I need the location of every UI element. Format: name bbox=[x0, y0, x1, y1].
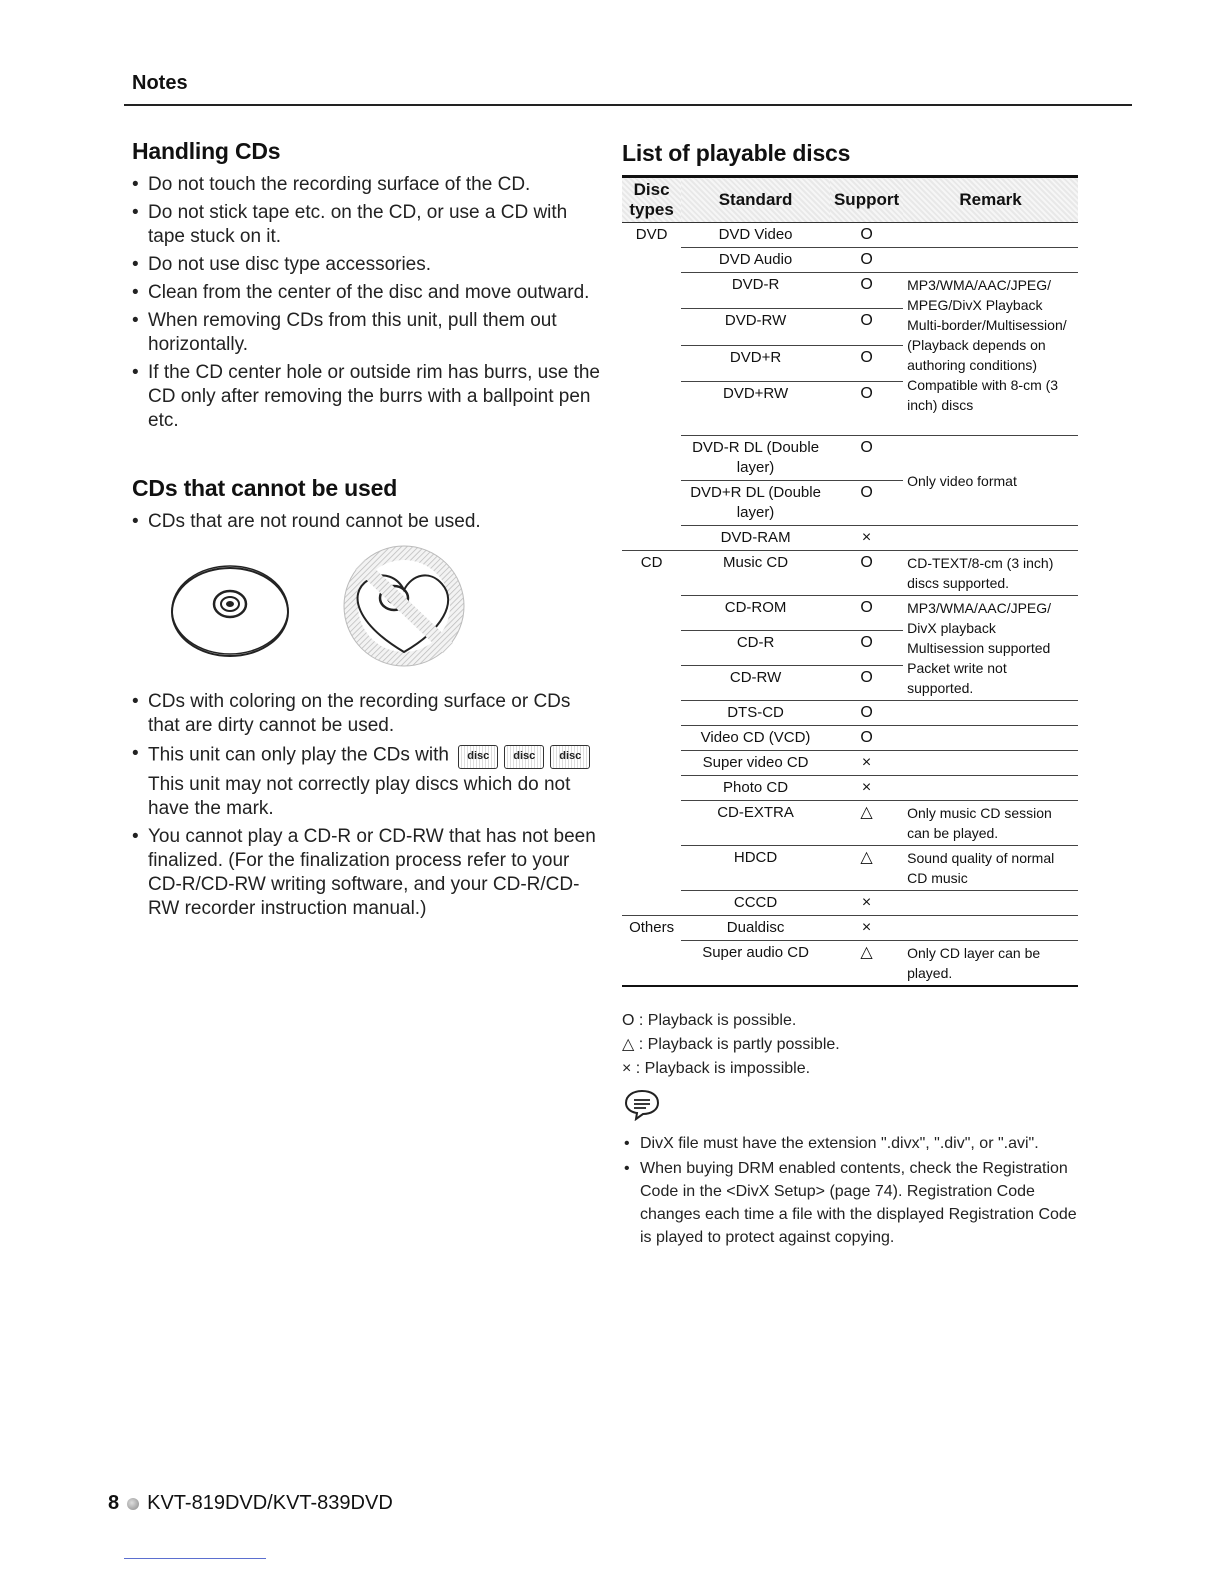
support: O bbox=[830, 596, 903, 631]
remark bbox=[903, 701, 1078, 726]
column-header: Disc types bbox=[622, 177, 681, 223]
standard: Video CD (VCD) bbox=[681, 726, 830, 751]
support: O bbox=[830, 726, 903, 751]
support: △ bbox=[830, 846, 903, 891]
disc-type bbox=[622, 248, 681, 273]
memo-icon bbox=[622, 1089, 1092, 1126]
table-row bbox=[622, 273, 1078, 309]
standard: DVD-RAM bbox=[681, 526, 830, 551]
standard: Music CD bbox=[681, 551, 830, 596]
legend-possible: O : Playback is possible. bbox=[622, 1012, 797, 1029]
right-column bbox=[622, 138, 1092, 1251]
divx-notes bbox=[622, 1132, 1092, 1249]
table-row bbox=[622, 726, 1078, 751]
spacer-row bbox=[622, 417, 1078, 436]
list-item: • Do not stick tape etc. on the CD, or use a CD with tape stuck on it. bbox=[132, 201, 602, 249]
footer-rule bbox=[124, 1558, 266, 1559]
list-item: • CDs with coloring on the recording surface or CDs that are dirty cannot be used. bbox=[132, 690, 602, 738]
disc-type bbox=[622, 846, 681, 891]
standard: DVD+RW bbox=[722, 384, 789, 402]
remark bbox=[903, 726, 1078, 751]
support: O bbox=[830, 273, 903, 309]
table-header-row bbox=[622, 177, 1078, 223]
list-item bbox=[132, 742, 602, 769]
compact-disc-logos bbox=[458, 742, 596, 769]
table-row bbox=[622, 701, 1078, 726]
support: × bbox=[830, 916, 903, 941]
standard: DVD+R bbox=[681, 345, 830, 381]
standard: CD-RW bbox=[681, 666, 830, 701]
list-item: • Clean from the center of the disc and move outward. bbox=[132, 281, 602, 305]
column-header: Remark bbox=[903, 177, 1078, 223]
list-item: • CDs that are not round cannot be used. bbox=[132, 510, 602, 534]
playable-discs-table bbox=[622, 175, 1078, 987]
disc-type bbox=[622, 941, 681, 987]
remark: MP3/WMA/AAC/JPEG/ DivX playback Multisession supported Packet write not supported. bbox=[903, 596, 1078, 701]
table-row bbox=[622, 223, 1078, 248]
disc-type bbox=[622, 726, 681, 751]
standard: DVD-RW bbox=[681, 309, 830, 345]
playable-heading: List of playable discs bbox=[622, 140, 851, 166]
disc-type bbox=[622, 345, 681, 381]
support: O bbox=[830, 631, 903, 666]
compact-disc-logo-icon: disc bbox=[504, 745, 544, 769]
disc-type bbox=[622, 666, 681, 701]
table-row bbox=[622, 551, 1078, 596]
remark bbox=[903, 916, 1078, 941]
legend-partly: △ : Playback is partly possible. bbox=[622, 1036, 840, 1053]
standard: Super audio CD bbox=[681, 941, 830, 987]
column-header: Standard bbox=[681, 177, 830, 223]
remark: CD-TEXT/8-cm (3 inch) discs supported. bbox=[903, 551, 1078, 596]
disc-type bbox=[622, 596, 681, 631]
standard: DVD-R bbox=[681, 273, 830, 309]
standard: Photo CD bbox=[681, 776, 830, 801]
table-row bbox=[622, 916, 1078, 941]
table-row bbox=[622, 801, 1078, 846]
cannot-list-2 bbox=[132, 690, 602, 769]
list-item: • DivX file must have the extension ".divx", ".div", or ".avi". bbox=[622, 1132, 1092, 1155]
standard: CCCD bbox=[681, 891, 830, 916]
standard: Dualdisc bbox=[681, 916, 830, 941]
remark bbox=[903, 248, 1078, 273]
disc-type bbox=[622, 776, 681, 801]
disc-type: CD bbox=[622, 551, 681, 596]
page-footer bbox=[108, 1492, 393, 1515]
bullet-dot-icon bbox=[127, 1498, 139, 1510]
disc-type bbox=[622, 701, 681, 726]
compact-disc-logo-icon: disc bbox=[458, 745, 498, 769]
support: × bbox=[830, 776, 903, 801]
table-row bbox=[622, 891, 1078, 916]
support: O bbox=[860, 384, 873, 402]
standard: DVD-R DL (Double layer) bbox=[681, 436, 830, 481]
disc-type bbox=[622, 891, 681, 916]
compact-disc-logo-icon: disc bbox=[550, 745, 590, 769]
legend-impossible: × : Playback is impossible. bbox=[622, 1060, 811, 1077]
list-item: • Do not use disc type accessories. bbox=[132, 253, 602, 277]
mark-note: This unit may not correctly play discs which do not have the mark. bbox=[148, 774, 571, 819]
support: O bbox=[830, 666, 903, 701]
standard: CD-EXTRA bbox=[681, 801, 830, 846]
left-column bbox=[132, 138, 602, 925]
remark: Only CD layer can be played. bbox=[903, 941, 1078, 987]
remark: Only video format bbox=[903, 436, 1078, 526]
table-row bbox=[622, 751, 1078, 776]
table-row bbox=[622, 436, 1078, 481]
disc-type bbox=[622, 481, 681, 526]
table-row bbox=[622, 846, 1078, 891]
table-row bbox=[622, 776, 1078, 801]
standard: DVD Audio bbox=[681, 248, 830, 273]
column-header: Support bbox=[830, 177, 903, 223]
list-item: • If the CD center hole or outside rim has burrs, use the CD only after removing the burrs with a ballpoint pen etc. bbox=[132, 361, 602, 433]
support: O bbox=[830, 481, 903, 526]
model-name: KVT-819DVD/KVT-839DVD bbox=[147, 1492, 393, 1514]
disc-illustration bbox=[132, 544, 602, 674]
support: × bbox=[830, 526, 903, 551]
remark bbox=[903, 776, 1078, 801]
support: O bbox=[830, 551, 903, 596]
table-row bbox=[622, 248, 1078, 273]
standard: DVD+R DL (Double layer) bbox=[681, 481, 830, 526]
support: O bbox=[830, 223, 903, 248]
standard: DTS-CD bbox=[681, 701, 830, 726]
handling-list bbox=[132, 173, 602, 433]
table-row bbox=[622, 526, 1078, 551]
table-row bbox=[622, 596, 1078, 631]
remark: Only music CD session can be played. bbox=[903, 801, 1078, 846]
remark bbox=[903, 891, 1078, 916]
list-item: • Do not touch the recording surface of the CD. bbox=[132, 173, 602, 197]
disc-icon bbox=[132, 544, 602, 674]
section-header: Notes bbox=[132, 72, 188, 94]
remark bbox=[903, 223, 1078, 248]
disc-type bbox=[622, 631, 681, 666]
support: × bbox=[830, 891, 903, 916]
prohibited-heart-disc-icon bbox=[344, 546, 464, 666]
support: O bbox=[830, 701, 903, 726]
disc-type bbox=[622, 436, 681, 481]
remark: MP3/WMA/AAC/JPEG/ MPEG/DivX Playback Multi-border/Multisession/ (Playback depends on authoring conditions) Compatible with 8-cm (3 inch) discs bbox=[907, 277, 1067, 413]
cannot-list-1 bbox=[132, 510, 602, 534]
disc-type bbox=[622, 801, 681, 846]
support: × bbox=[830, 751, 903, 776]
cannot-list-3 bbox=[132, 825, 602, 921]
standard: Super video CD bbox=[681, 751, 830, 776]
support: O bbox=[830, 248, 903, 273]
mark-sentence: This unit can only play the CDs with bbox=[148, 744, 449, 766]
page-number: 8 bbox=[108, 1492, 120, 1514]
support: △ bbox=[830, 801, 903, 846]
support-legend bbox=[622, 1009, 1092, 1081]
disc-type bbox=[622, 309, 681, 345]
standard: CD-R bbox=[681, 631, 830, 666]
support: O bbox=[830, 345, 903, 381]
remark bbox=[903, 751, 1078, 776]
disc-type bbox=[622, 526, 681, 551]
header-rule bbox=[124, 104, 1132, 106]
remark bbox=[903, 526, 1078, 551]
list-item: • You cannot play a CD-R or CD-RW that has not been finalized. (For the finalization process refer to your CD-R/CD-RW writing software, and your CD-R/CD-RW recorder instruction manual.) bbox=[132, 825, 602, 921]
disc-type: Others bbox=[622, 916, 681, 941]
list-item: • When buying DRM enabled contents, check the Registration Code in the <DivX Setup> (page 74). Registration Code changes each time a file with the displayed Registration Code is played to protect against copying. bbox=[622, 1157, 1092, 1249]
support: O bbox=[830, 436, 903, 481]
standard: CD-ROM bbox=[681, 596, 830, 631]
disc-type bbox=[622, 381, 681, 417]
disc-type bbox=[622, 751, 681, 776]
support: △ bbox=[830, 941, 903, 987]
cannot-heading: CDs that cannot be used bbox=[132, 475, 398, 501]
handling-heading: Handling CDs bbox=[132, 138, 281, 164]
support: O bbox=[830, 309, 903, 345]
standard: HDCD bbox=[681, 846, 830, 891]
disc-type: DVD bbox=[635, 226, 668, 243]
remark: Sound quality of normal CD music bbox=[903, 846, 1078, 891]
disc-type bbox=[622, 273, 681, 309]
standard: DVD Video bbox=[681, 223, 830, 248]
list-item: • When removing CDs from this unit, pull them out horizontally. bbox=[132, 309, 602, 357]
table-row bbox=[622, 941, 1078, 987]
